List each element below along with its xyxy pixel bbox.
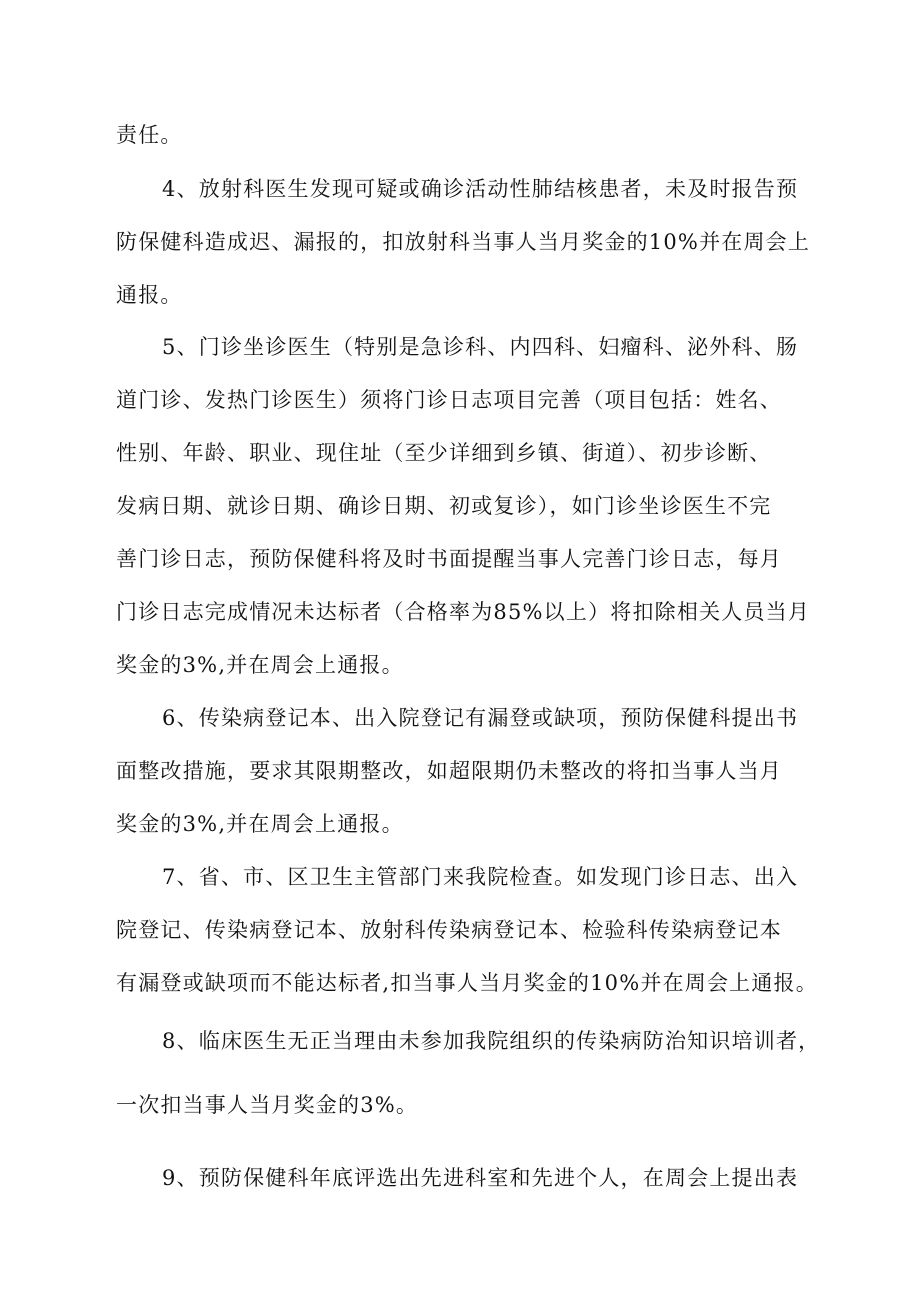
text-line: 责任。 bbox=[116, 123, 183, 147]
paragraph-6-line-1: 6、传染病登记本、出入院登记有漏登或缺项，预防保健科提出书 bbox=[162, 706, 799, 730]
paragraph-4-line-1: 4、放射科医生发现可疑或确诊活动性肺结核患者，未及时报告预 bbox=[162, 177, 799, 201]
text-line: 奖金的3%,并在周会上通报。 bbox=[116, 812, 404, 836]
text-line: 性别、年龄、职业、现住址（至少详细到乡镇、街道）、初步诊断、 bbox=[116, 441, 772, 465]
text-line: 奖金的3%,并在周会上通报。 bbox=[116, 653, 404, 677]
text-line: 善门诊日志，预防保健科将及时书面提醒当事人完善门诊日志，每月 bbox=[116, 547, 782, 571]
paragraph-9-line-1: 9、预防保健科年底评选出先进科室和先进个人，在周会上提出表 bbox=[162, 1166, 799, 1190]
text-line: 面整改措施，要求其限期整改，如超限期仍未整改的将扣当事人当月 bbox=[116, 759, 782, 783]
paragraph-8-line-1: 8、临床医生无正当理由未参加我院组织的传染病防治知识培训者， bbox=[162, 1029, 821, 1053]
text-line: 院登记、传染病登记本、放射科传染病登记本、检验科传染病登记本 bbox=[116, 918, 782, 942]
text-line: 防保健科造成迟、漏报的，扣放射科当事人当月奖金的10%并在周会上 bbox=[116, 230, 811, 254]
text-line: 发病日期、就诊日期、确诊日期、初或复诊），如门诊坐诊医生不完 bbox=[116, 494, 772, 518]
paragraph-5-line-1: 5、门诊坐诊医生（特别是急诊科、内四科、妇瘤科、泌外科、肠 bbox=[162, 335, 799, 359]
text-line: 道门诊、发热门诊医生）须将门诊日志项目完善（项目包括：姓名、 bbox=[116, 388, 782, 412]
text-line: 通报。 bbox=[116, 283, 183, 307]
paragraph-7-line-1: 7、省、市、区卫生主管部门来我院检查。如发现门诊日志、出入 bbox=[162, 865, 799, 889]
text-line: 一次扣当事人当月奖金的3%。 bbox=[116, 1093, 419, 1117]
text-line: 有漏登或缺项而不能达标者,扣当事人当月奖金的10%并在周会上通报。 bbox=[116, 971, 818, 995]
text-line: 门诊日志完成情况未达标者（合格率为85%以上）将扣除相关人员当月 bbox=[116, 600, 811, 624]
